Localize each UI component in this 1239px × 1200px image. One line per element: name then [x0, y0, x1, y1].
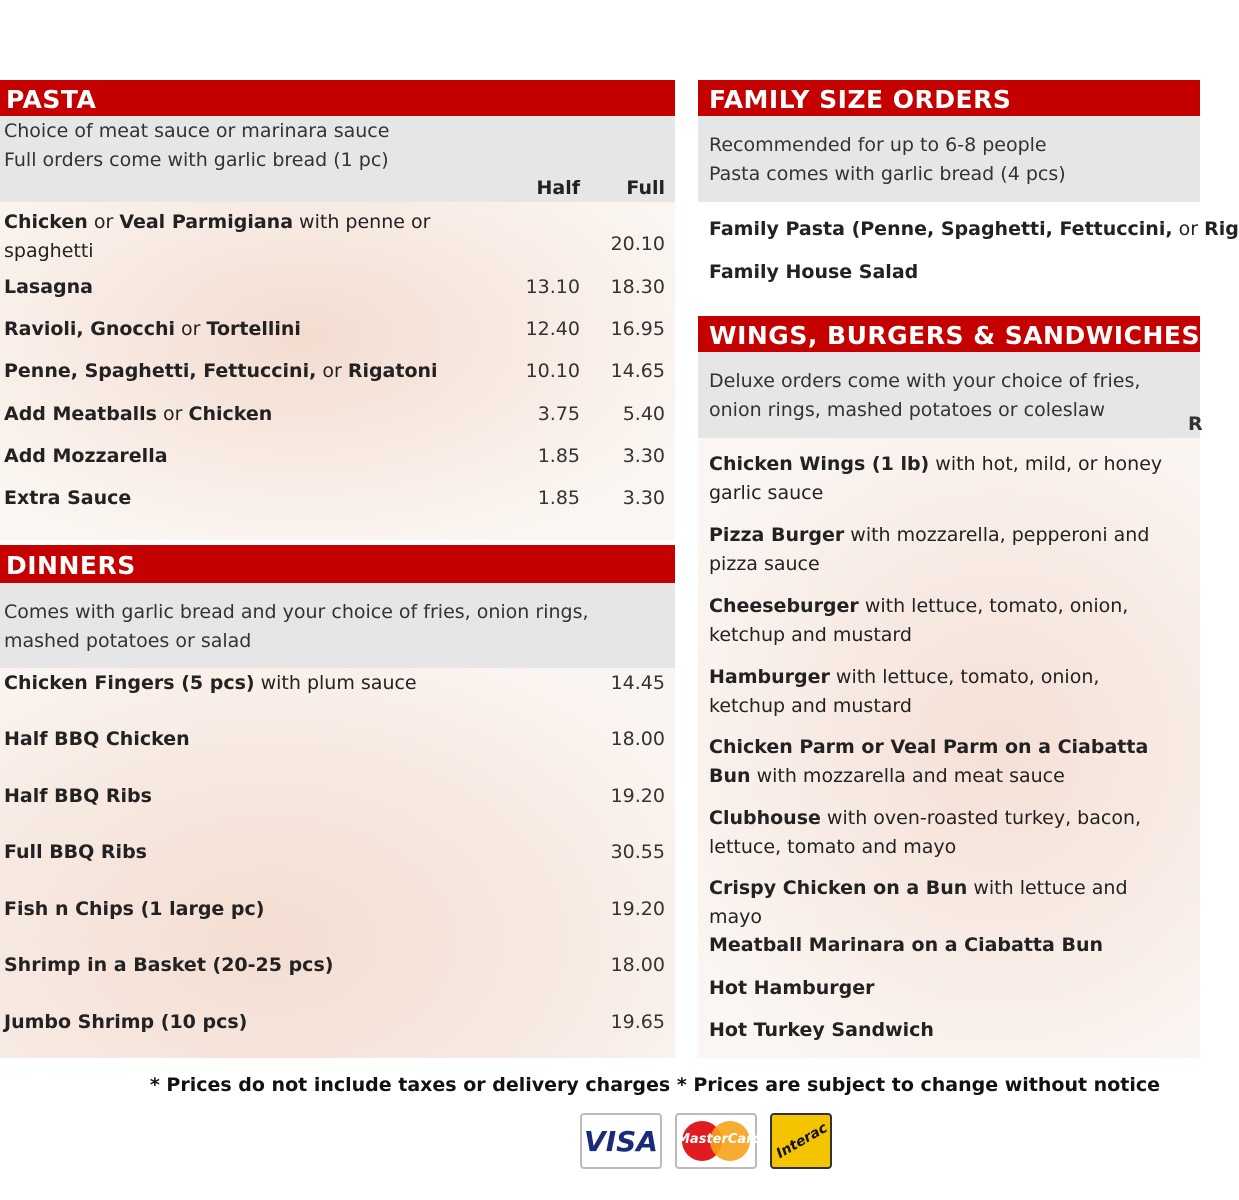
item-desc: with mozzarella, pepperoni and — [844, 524, 1150, 546]
price-full: 18.30 — [610, 276, 665, 298]
price-half: 3.75 — [537, 403, 580, 425]
pasta-menu-item — [4, 318, 301, 340]
item-desc: with plum sauce — [254, 672, 417, 694]
item-name: Veal Parmigiana — [119, 211, 294, 233]
price-disclaimer: * Prices do not include taxes or delivery charges * Prices are subject to change without notice — [149, 1074, 1160, 1096]
item-name: Add Mozzarella — [4, 445, 168, 467]
item-name: Chicken Wings (1 lb) — [709, 453, 930, 475]
item-name: Rig — [1204, 218, 1239, 240]
item-name: Bun — [709, 765, 751, 787]
price-half: 1.85 — [537, 445, 580, 467]
item-name: Family Pasta (Penne, Spaghetti, Fettuccini, — [709, 218, 1173, 240]
price-full: 20.10 — [610, 233, 665, 255]
price: 19.20 — [610, 898, 665, 920]
wings-menu-item — [709, 807, 1141, 829]
item-name: Penne, Spaghetti, Fettuccini, — [4, 360, 317, 382]
wings-menu-item-line2: mayo — [709, 906, 763, 928]
price-half: 1.85 — [537, 487, 580, 509]
dinners-menu-item — [4, 728, 190, 750]
item-desc: with lettuce and — [967, 877, 1128, 899]
item-desc: or — [87, 211, 120, 233]
item-name: Rigatoni — [347, 360, 438, 382]
item-desc: with hot, mild, or honey — [929, 453, 1163, 475]
item-name: Half BBQ Chicken — [4, 728, 190, 750]
item-name: Chicken — [4, 211, 88, 233]
dinners-menu-item — [4, 672, 417, 694]
wings-menu-item — [709, 736, 1148, 758]
wings-menu-item-line2: pizza sauce — [709, 553, 820, 575]
family-menu-item — [709, 261, 918, 283]
item-desc: with lettuce, tomato, onion, — [858, 595, 1129, 617]
item-desc: with lettuce, tomato, onion, — [829, 666, 1100, 688]
pasta-menu-item — [4, 211, 430, 233]
dinners-note-1: Comes with garlic bread and your choice of fries, onion rings, — [4, 601, 589, 623]
item-name: Ravioli, Gnocchi — [4, 318, 175, 340]
item-name: Half BBQ Ribs — [4, 785, 152, 807]
item-name: Fish n Chips (1 large pc) — [4, 898, 265, 920]
wings-menu-item — [709, 877, 1128, 899]
pasta-header: PASTA — [0, 80, 675, 116]
pasta-menu-item-line2: spaghetti — [4, 240, 94, 262]
wings-menu-item — [709, 453, 1162, 475]
price-full: 3.30 — [622, 487, 665, 509]
pasta-subheader — [0, 116, 675, 202]
price: 30.55 — [610, 841, 665, 863]
item-name: Jumbo Shrimp (10 pcs) — [4, 1011, 248, 1033]
price-half: 12.40 — [525, 318, 580, 340]
price: 19.65 — [610, 1011, 665, 1033]
family-note-2: Pasta comes with garlic bread (4 pcs) — [709, 163, 1066, 185]
wings-menu-item-line2: garlic sauce — [709, 482, 824, 504]
item-name: Chicken Fingers (5 pcs) — [4, 672, 255, 694]
pasta-menu-item — [4, 403, 272, 425]
wings-menu-item-line2: lettuce, tomato and mayo — [709, 836, 957, 858]
item-name: Lasagna — [4, 276, 94, 298]
wings-header: WINGS, BURGERS & SANDWICHES — [698, 316, 1200, 352]
item-name: Tortellini — [206, 318, 301, 340]
item-name: Full BBQ Ribs — [4, 841, 147, 863]
item-name: Chicken — [188, 403, 273, 425]
price-full: 3.30 — [622, 445, 665, 467]
dinners-header: DINNERS — [0, 545, 675, 583]
dinners-subheader — [0, 583, 675, 668]
wings-subheader — [698, 352, 1203, 438]
wings-cut-label: R — [1188, 413, 1203, 435]
item-name: Hot Hamburger — [709, 977, 875, 999]
wings-menu-item — [709, 524, 1149, 546]
wings-menu-item — [709, 1019, 934, 1041]
dinners-menu-item — [4, 841, 147, 863]
pasta-note-1: Choice of meat sauce or marinara sauce — [4, 120, 390, 142]
dinners-note-2: mashed potatoes or salad — [4, 630, 252, 652]
item-desc: or — [316, 360, 348, 382]
item-desc: with penne or — [293, 211, 431, 233]
item-name: Hot Turkey Sandwich — [709, 1019, 934, 1041]
item-name: Crispy Chicken on a Bun — [709, 877, 968, 899]
price-full: 5.40 — [622, 403, 665, 425]
item-name: Add Meatballs — [4, 403, 157, 425]
item-name: Family House Salad — [709, 261, 919, 283]
family-note-1: Recommended for up to 6-8 people — [709, 134, 1047, 156]
price: 14.45 — [610, 672, 665, 694]
item-desc: with oven-roasted turkey, bacon, — [820, 807, 1142, 829]
wings-menu-item — [709, 595, 1128, 617]
price: 18.00 — [610, 728, 665, 750]
wings-menu-item — [709, 666, 1099, 688]
pasta-menu-item — [4, 487, 131, 509]
item-desc: with mozzarella and meat sauce — [750, 765, 1065, 787]
family-menu-item — [709, 218, 1239, 240]
price-half: 10.10 — [525, 360, 580, 382]
dinners-menu-item — [4, 898, 264, 920]
pasta-menu-item — [4, 445, 168, 467]
mastercard-label: MasterCard — [677, 1132, 762, 1147]
interac-icon — [770, 1113, 832, 1169]
wings-menu-item — [709, 934, 1103, 956]
price: 18.00 — [610, 954, 665, 976]
item-name: Pizza Burger — [709, 524, 845, 546]
item-name: Cheeseburger — [709, 595, 859, 617]
pasta-menu-item — [4, 360, 438, 382]
pasta-menu-item — [4, 276, 93, 298]
family-header: FAMILY SIZE ORDERS — [698, 80, 1200, 116]
price-full: 14.65 — [610, 360, 665, 382]
wings-menu-item-line2: ketchup and mustard — [709, 695, 912, 717]
dinners-menu-item — [4, 954, 333, 976]
visa-card-icon — [580, 1113, 662, 1169]
dinners-background-photo — [0, 668, 675, 1058]
family-subheader — [698, 116, 1200, 202]
item-desc: or — [1172, 218, 1205, 240]
item-name: Clubhouse — [709, 807, 821, 829]
wings-menu-item-line2: ketchup and mustard — [709, 624, 912, 646]
interac-label: Interac — [773, 1120, 831, 1162]
wings-menu-item — [709, 977, 875, 999]
item-name: Chicken Parm or Veal Parm on a Ciabatta — [709, 736, 1149, 758]
price: 19.20 — [610, 785, 665, 807]
wings-note-1: Deluxe orders come with your choice of fries, — [709, 370, 1141, 392]
item-name: Extra Sauce — [4, 487, 132, 509]
mastercard-icon — [675, 1113, 762, 1169]
wings-note-2: onion rings, mashed potatoes or coleslaw — [709, 399, 1106, 421]
price-half: 13.10 — [525, 276, 580, 298]
price-full: 16.95 — [610, 318, 665, 340]
item-name: Meatball Marinara on a Ciabatta Bun — [709, 934, 1103, 956]
col-full-label: Full — [626, 177, 665, 199]
wings-menu-item-line2 — [709, 765, 1065, 787]
item-desc: or — [175, 318, 207, 340]
dinners-menu-item — [4, 1011, 247, 1033]
col-half-label: Half — [536, 177, 580, 199]
dinners-menu-item — [4, 785, 152, 807]
pasta-note-2: Full orders come with garlic bread (1 pc) — [4, 149, 389, 171]
item-name: Hamburger — [709, 666, 830, 688]
visa-label: VISA — [584, 1125, 658, 1158]
item-desc: or — [156, 403, 189, 425]
item-name: Shrimp in a Basket (20-25 pcs) — [4, 954, 334, 976]
